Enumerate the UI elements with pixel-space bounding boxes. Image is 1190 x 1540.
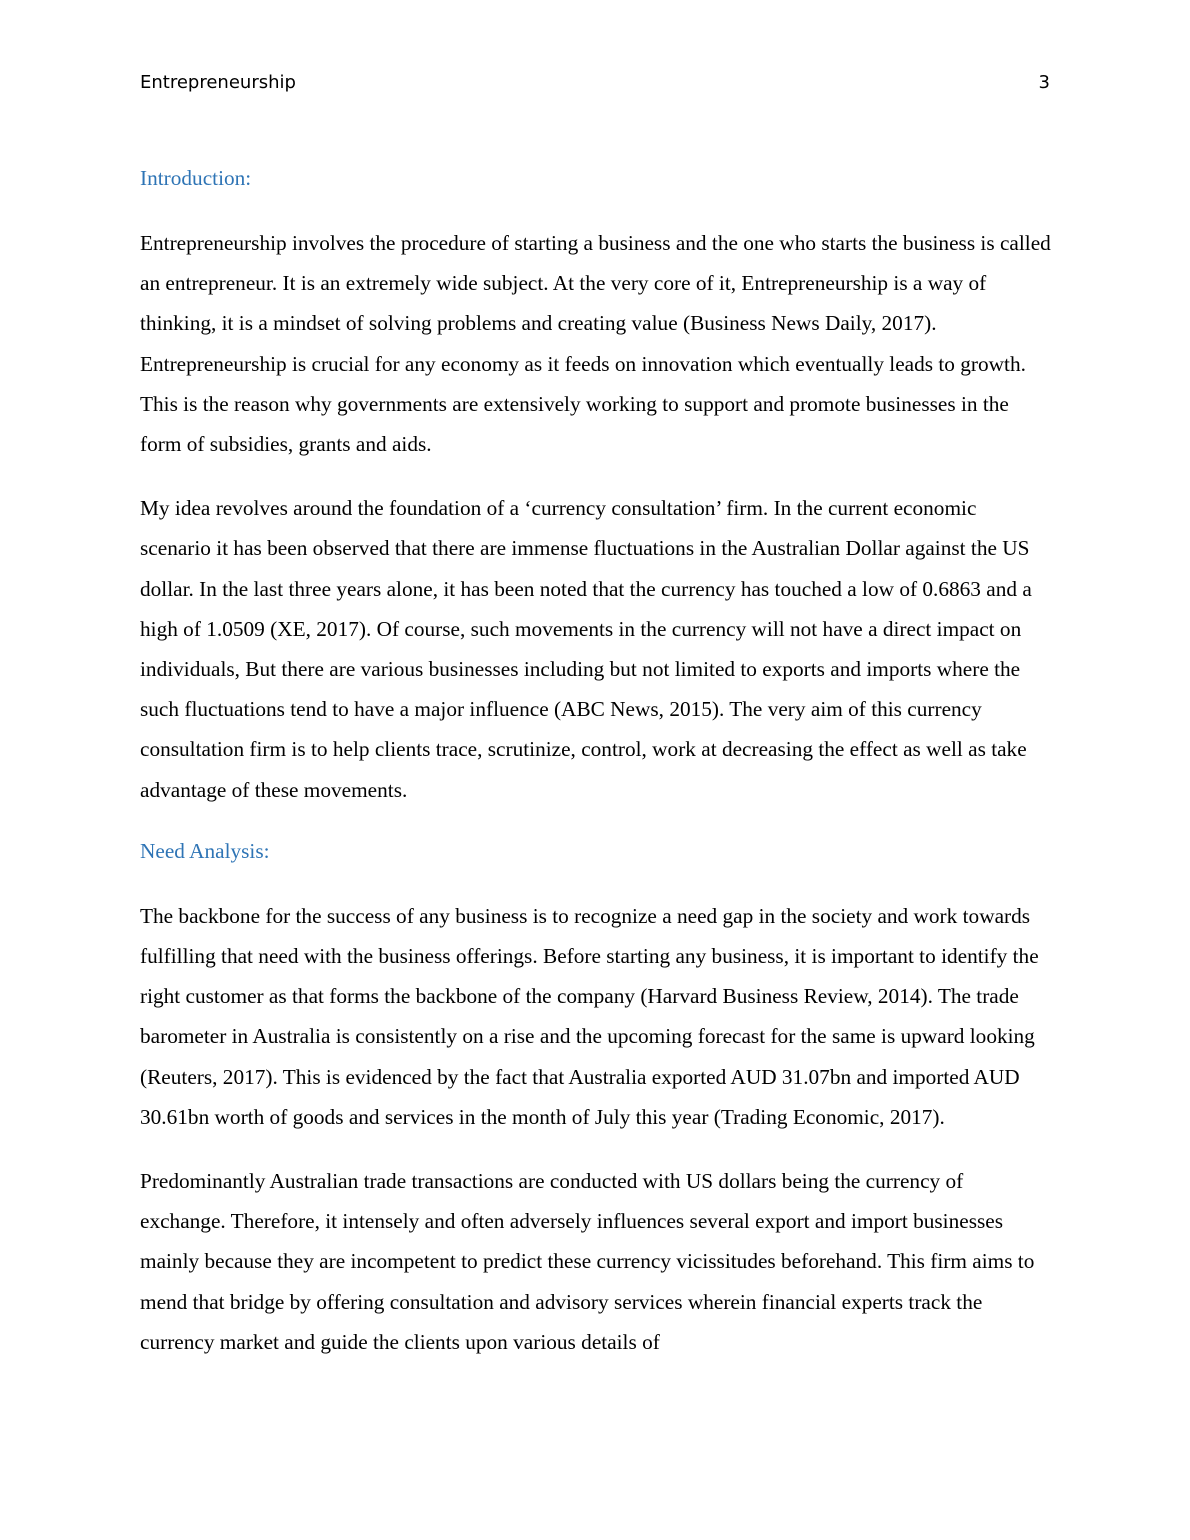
- page-number: 3: [1038, 72, 1050, 93]
- section-heading-introduction: Introduction:: [140, 166, 252, 190]
- paragraph: My idea revolves around the foundation of a ‘currency consultation’ firm. In the current economic scenario it has been observed that there are immense fluctuations in the Australian Dollar against the US dollar. In the last three years alone, it has been noted that the currency has touched a low of 0.6863 and a high of 1.0509 (XE, 2017). Of course, such movements in the currency will not have a direct impact on individuals, But there are various businesses including but not limited to exports and imports where the such fluctuations tend to have a major influence (ABC News, 2015). The very aim of this currency consultation firm is to help clients trace, scrutinize, control, work at decreasing the effect as well as take advantage of these movements.: [140, 496, 1032, 802]
- paragraph: Entrepreneurship involves the procedure of starting a business and the one who starts the business is called an entrepreneur. It is an extremely wide subject. At the very core of it, Entrepreneurship is a way of thinking, it is a mindset of solving problems and creating value (Business News Daily, 2017). Entrepreneurship is crucial for any economy as it feeds on innovation which eventually leads to growth. This is the reason why governments are extensively working to support and promote businesses in the form of subsidies, grants and aids.: [140, 231, 1051, 457]
- paragraph: Predominantly Australian trade transactions are conducted with US dollars being the currency of exchange. Therefore, it intensely and often adversely influences several export and import businesses mainly because they are incompetent to predict these currency vicissitudes beforehand. This firm aims to mend that bridge by offering consultation and advisory services wherein financial experts track the currency market and guide the clients upon various details of: [140, 1169, 1035, 1354]
- running-head: Entrepreneurship: [140, 72, 296, 93]
- document-body: [140, 160, 1052, 1362]
- section-heading-need-analysis: Need Analysis:: [140, 838, 270, 863]
- paragraph: The backbone for the success of any business is to recognize a need gap in the society and work towards fulfilling that need with the business offerings. Before starting any business, it is important to identify the right customer as that forms the backbone of the company (Harvard Business Review, 2014). The trade barometer in Australia is consistently on a rise and the upcoming forecast for the same is upward looking (Reuters, 2017). This is evidenced by the fact that Australia exported AUD 31.07bn and imported AUD 30.61bn worth of goods and services in the month of July this year (Trading Economic, 2017).: [140, 903, 1039, 1129]
- page-header: [140, 72, 1050, 96]
